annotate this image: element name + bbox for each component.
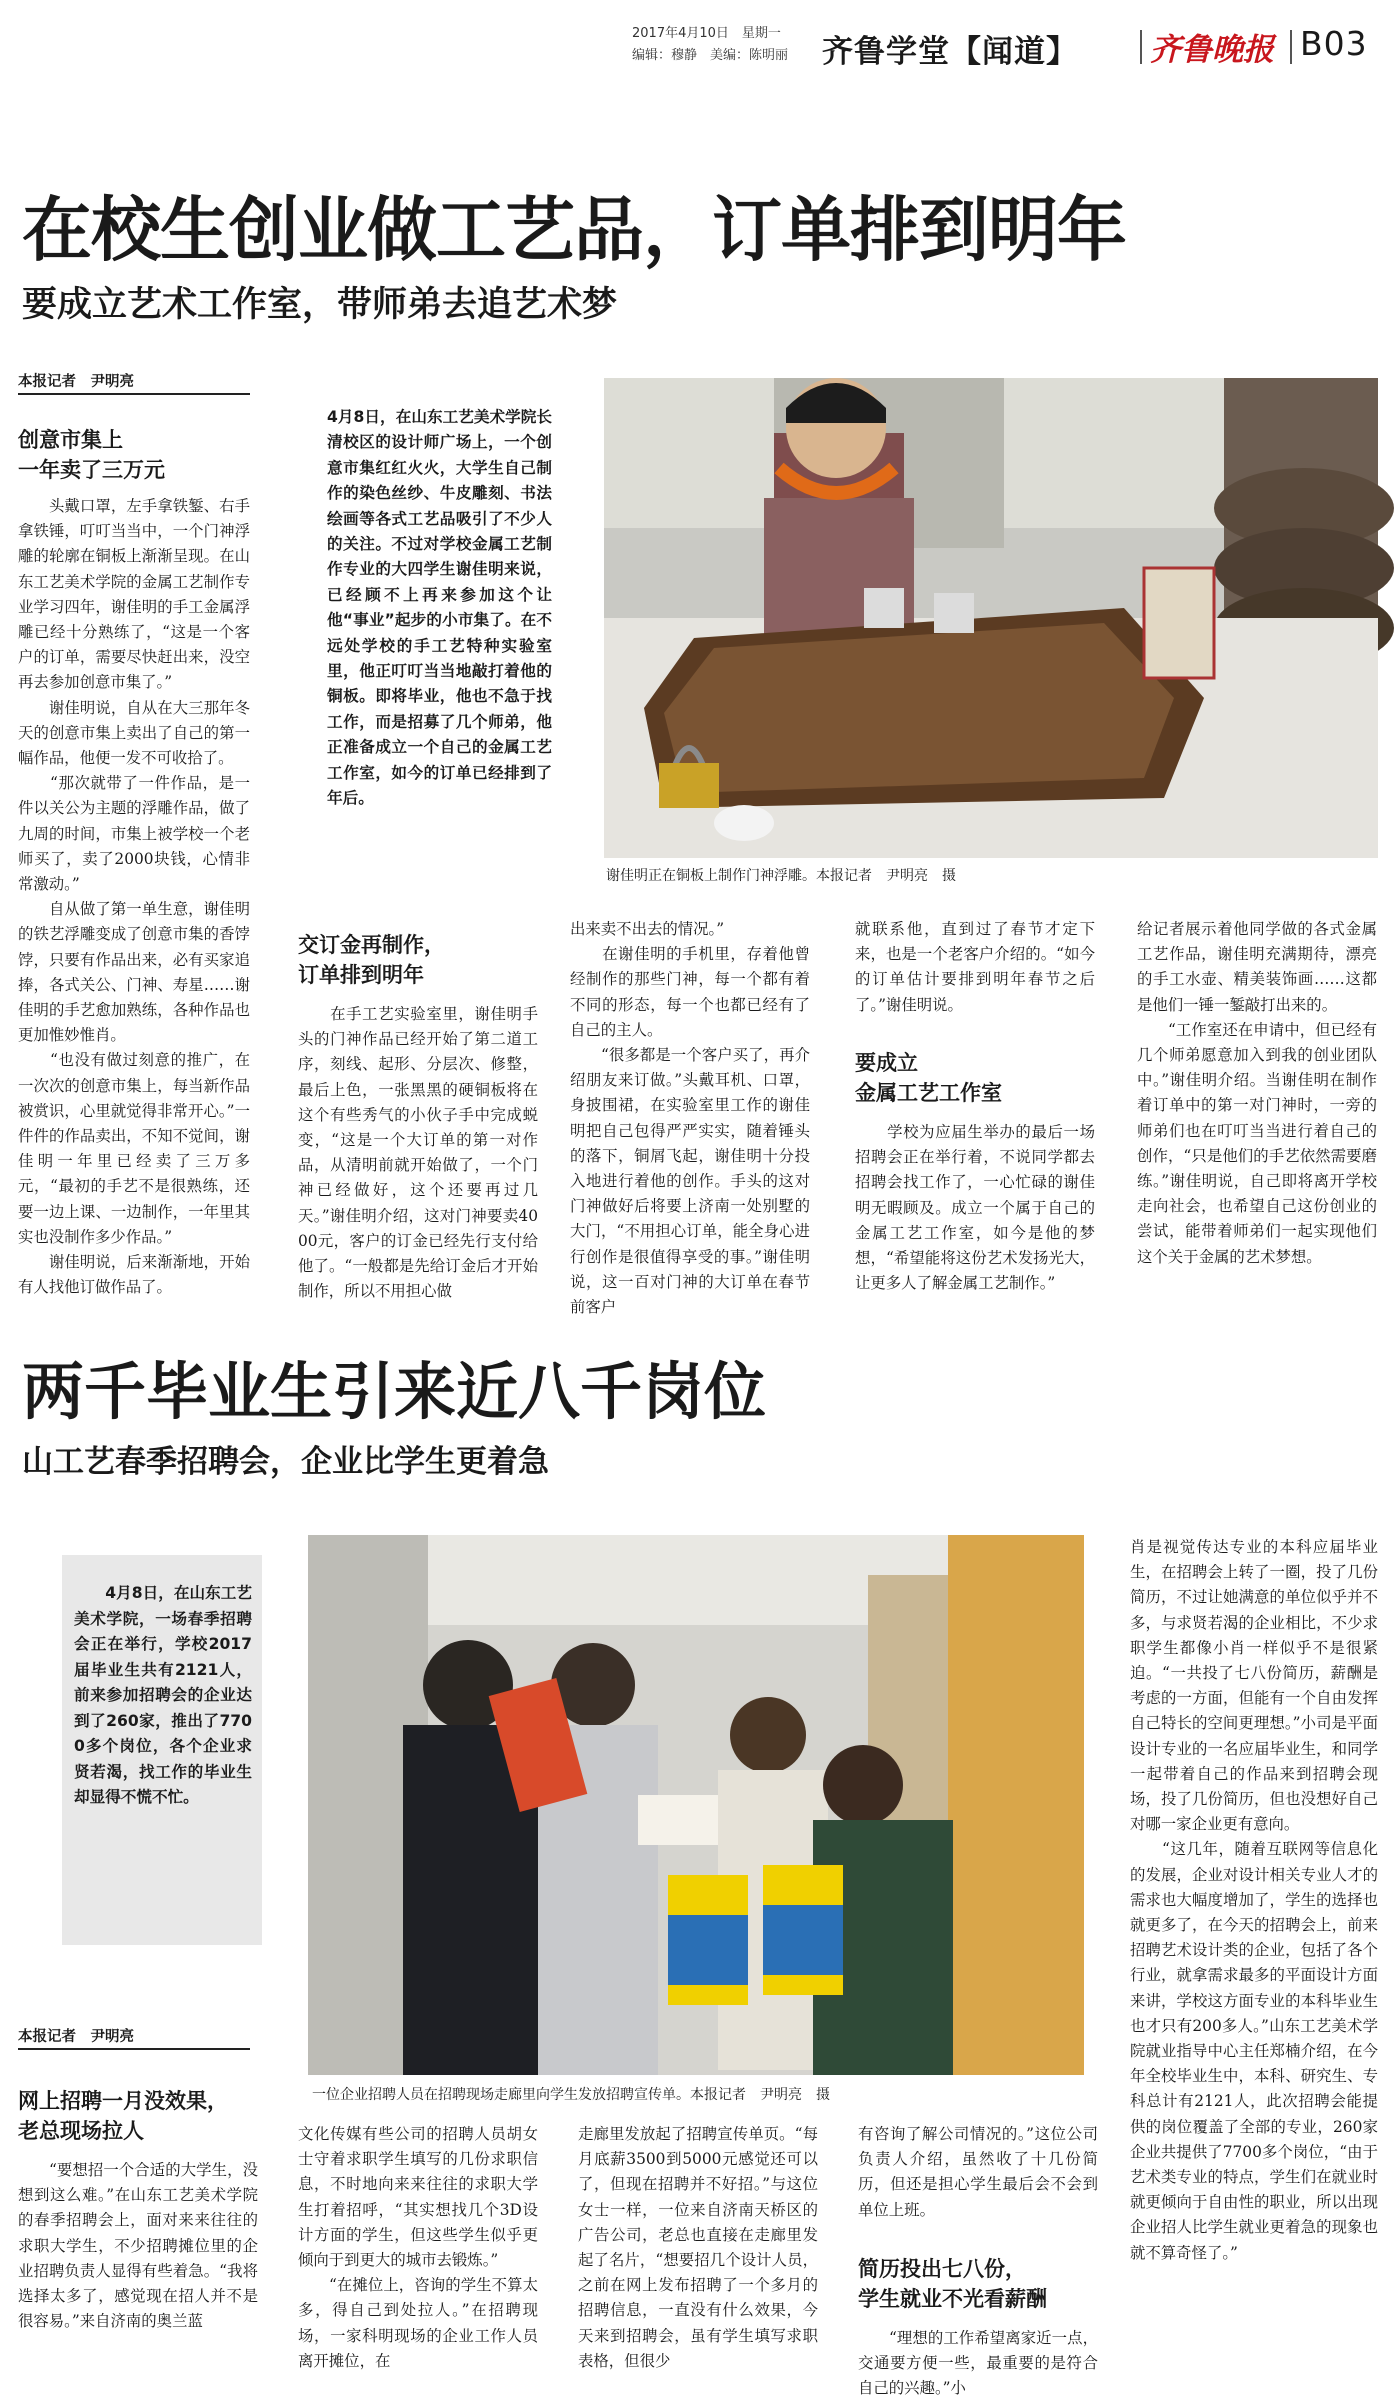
- story1-headline: 在校生创业做工艺品，订单排到明年: [22, 189, 1126, 271]
- story1-subhead: 要成立艺术工作室，带师弟去追艺术梦: [22, 285, 618, 325]
- story1-subhead-2: 交订金再制作， 订单排到明年: [298, 933, 445, 987]
- divider: [1290, 30, 1292, 64]
- story1-column-6: 给记者展示着他同学做的各式金属工艺作品，谢佳明充满期待，漂亮的手工水壶、精美装饰画……这都是他们一锤一錾敲打出来的。 “工作室还在申请中，但已经有几个师弟愿意加入到我的创业团队中。”谢佳明介绍。当谢佳明在制作着订单中的第一对门神时，一旁的师弟们也在叮叮当当进行着自己的创作，“只是他们的手艺依然需要磨练。”谢佳明说，自己即将离开学校走向社会，也希望自己这份创业的尝试，能带着师弟们一起实现他们这个关于金属的艺术梦想。: [1137, 920, 1377, 1266]
- story1-column-5a: 就联系他，直到过了春节才定下来，也是一个老客户介绍的。“如今的订单估计要排到明年春节之后了。”谢佳明说。: [855, 920, 1095, 1014]
- story2-lead: 4月8日，在山东工艺美术学院，一场春季招聘会正在举行，学校2017届毕业生共有2121人，前来参加招聘会的企业达到了260家，推出了7700多个岗位，各个企业求贤若渴，找工作的毕业生却显得不慌不忙。: [74, 1584, 252, 1806]
- story1-column-5b: 学校为应届生举办的最后一场招聘会正在举行着，不说同学都去招聘会找工作了，一心忙碌的谢佳明无暇顾及。成立一个属于自己的金属工艺工作室，如今是他的梦想，“希望能将这份艺术发扬光大，让更多人了解金属工艺制作。”: [855, 1123, 1095, 1293]
- story2-column-5: 肖是视觉传达专业的本科应届毕业生，在招聘会上转了一圈，投了几份简历，不过让她满意的单位似乎并不多，与求贤若渴的企业相比，不少求职学生都像小肖一样似乎不是很紧迫。“一共投了七八份简历，薪酬是考虑的一方面，但能有一个自由发挥自己特长的空间更理想。”小司是平面设计专业的一名应届毕业生，和同学一起带着自己的作品来到招聘会现场，投了几份简历，但也没想好自己对哪一家企业更有意向。 “这几年，随着互联网等信息化的发展，企业对设计相关专业人才的需求也大幅度增加了，学生的选择也就更多了，在今天的招聘会上，前来招聘艺术设计类的企业，包括了各个行业，就拿需求最多的平面设计方面来讲，学校这方面专业的本科毕业生也才只有200多人。”山东工艺美术学院就业指导中心主任郑楠介绍，在今年全校毕业生中，本科、研究生、专科总计有2121人，此次招聘会能提供的岗位覆盖了全部的专业，260家企业共提供了7700多个岗位，“由于艺术类专业的特点，学生们在就业时就更倾向于自由性的职业，所以出现企业招人比学生就业更着急的现象也就不算奇怪了。”: [1130, 1538, 1378, 2262]
- masthead-date: 2017年4月10日 星期一: [632, 26, 781, 41]
- story1-lead: 4月8日，在山东工艺美术学院长清校区的设计师广场上，一个创意市集红红火火，大学生自己制作的染色丝纱、牛皮雕刻、书法绘画等各式工艺品吸引了不少人的关注。不过对学校金属工艺制作专业的大四学生谢佳明来说，已经顾不上再来参加这个让他“事业”起步的小市集了。在不远处学校的手工艺特种实验室里，他正叮叮当当地敲打着他的铜板。即将毕业，他也不急于找工作，而是招募了几个师弟，他正准备成立一个自己的金属工艺工作室，如今的订单已经排到了年后。: [327, 408, 552, 808]
- page-number: B03: [1300, 24, 1368, 63]
- masthead: [0, 0, 1395, 80]
- masthead-section: 齐鲁学堂【闻道】: [822, 34, 1078, 70]
- story2-subhead: 山工艺春季招聘会，企业比学生更着急: [22, 1444, 549, 1480]
- story2-column-3: 走廊里发放起了招聘宣传单页。“每月底薪3500到5000元感觉还可以了，但现在招聘并不好招。”与这位女士一样，一位来自济南天桥区的广告公司，老总也直接在走廊里发起了名片，“想要招几个设计人员，之前在网上发布招聘了一个多月的招聘信息，一直没有什么效果，今天来到招聘会，虽有学生填写求职表格，但很少: [578, 2125, 818, 2370]
- story2-column-4b: “理想的工作希望离家近一点，交通要方便一些，最重要的是符合自己的兴趣。”小: [858, 2329, 1098, 2398]
- story1-subhead-3: 要成立 金属工艺工作室: [855, 1051, 1002, 1105]
- story2-lead-box: [62, 1555, 262, 1945]
- story2-column-2: 文化传媒有些公司的招聘人员胡女士守着求职学生填写的几份求职信息，不时地向来来往往的求职大学生打着招呼，“其实想找几个3D设计方面的学生，但这些学生似乎更倾向于到更大的城市去锻炼。” “在摊位上，咨询的学生不算太多，得自己到处拉人。”在招聘现场，一家科明现场的企业工作人员离开摊位，在: [298, 2125, 538, 2370]
- story2-headline: 两千毕业生引来近八千岗位: [22, 1355, 767, 1428]
- story2-photo: [308, 1535, 1084, 2075]
- masthead-editors: 编辑：穆静 美编：陈明丽: [632, 48, 789, 63]
- story2-photo-caption: 一位企业招聘人员在招聘现场走廊里向学生发放招聘宣传单。本报记者 尹明亮 摄: [312, 2087, 830, 2103]
- story1-byline: 本报记者 尹明亮: [18, 370, 250, 395]
- craftsman-photo-illustration: [604, 378, 1378, 858]
- divider: [1140, 30, 1142, 64]
- job-fair-photo-illustration: [308, 1535, 1084, 2075]
- story2-subhead-1: 网上招聘一月没效果， 老总现场拉人: [18, 2089, 228, 2143]
- story1-column-3: 在手工艺实验室里，谢佳明手头的门神作品已经开始了第二道工序，刻线、起形、分层次、修整，最后上色，一张黑黑的硬铜板将在这个有些秀气的小伙子手中完成蜕变，“这是一个大订单的第一对作品，从清明前就开始做了，一个门神已经做好，这个还要再过几天。”谢佳明介绍，这对门神要卖4000元，客户的订金已经先行支付给他了。“一般都是先给订金后才开始制作，所以不用担心做: [298, 1005, 538, 1301]
- story1-photo-caption: 谢佳明正在铜板上制作门神浮雕。本报记者 尹明亮 摄: [606, 868, 956, 884]
- story2-column-4a: 有咨询了解公司情况的。”这位公司负责人介绍，虽然收了十几份简历，但还是担心学生最后会不会到单位上班。: [858, 2125, 1098, 2219]
- paper-logo: 齐鲁晚报: [1150, 32, 1274, 68]
- story2-byline: 本报记者 尹明亮: [18, 2025, 250, 2050]
- story1-photo: [604, 378, 1378, 858]
- story2-subhead-2: 简历投出七八份， 学生就业不光看薪酬: [858, 2257, 1047, 2311]
- story1-subhead-1: 创意市集上 一年卖了三万元: [18, 428, 165, 482]
- story1-column-4: 出来卖不出去的情况。” 在谢佳明的手机里，存着他曾经制作的那些门神，每一个都有着不同的形态，每一个也都已经有了自己的主人。 “很多都是一个客户买了，再介绍朋友来订做。”头戴耳机、口罩，身披围裙，在实验室里工作的谢佳明把自己包得严严实实，随着锤头的落下，铜屑飞起，谢佳明十分投入地进行着他的创作。手头的这对门神做好后将要上济南一处别墅的大门，“不用担心订单，能全身心进行创作是很值得享受的事。”谢佳明说，这一百对门神的大订单在春节前客户: [570, 920, 810, 1317]
- story2-column-1: “要想招一个合适的大学生，没想到这么难。”在山东工艺美术学院的春季招聘会上，面对来来往往的求职大学生，不少招聘摊位里的企业招聘负责人显得有些着急。“我将选择太多了，感觉现在招人并不是很容易。”来自济南的奥兰蓝: [18, 2161, 258, 2331]
- story1-column-1: 头戴口罩，左手拿铁錾、右手拿铁锤，叮叮当当中，一个门神浮雕的轮廓在铜板上渐渐呈现。在山东工艺美术学院的金属工艺制作专业学习四年，谢佳明的手工金属浮雕已经十分熟练了，“这是一个客户的订单，需要尽快赶出来，没空再去参加创意市集了。” 谢佳明说，自从在大三那年冬天的创意市集上卖出了自己的第一幅作品，他便一发不可收拾了。 “那次就带了一件作品，是一件以关公为主题的浮雕作品，做了九周的时间，市集上被学校一个老师买了，卖了2000块钱，心情非常激动。” 自从做了第一单生意，谢佳明的铁艺浮雕变成了创意市集的香饽饽，只要有作品出来，必有买家追捧，各式关公、门神、寿星……谢佳明的手艺愈加熟练，各种作品也更加惟妙惟肖。 “也没有做过刻意的推广，在一次次的创意市集上，每当新作品被赏识，心里就觉得非常开心。”一件件的作品卖出，不知不觉间，谢佳明一年里已经卖了三万多元，“最初的手艺不是很熟练，还要一边上课、一边制作，一年里其实也没制作多少作品。” 谢佳明说，后来渐渐地，开始有人找他订做作品了。: [18, 497, 250, 1297]
